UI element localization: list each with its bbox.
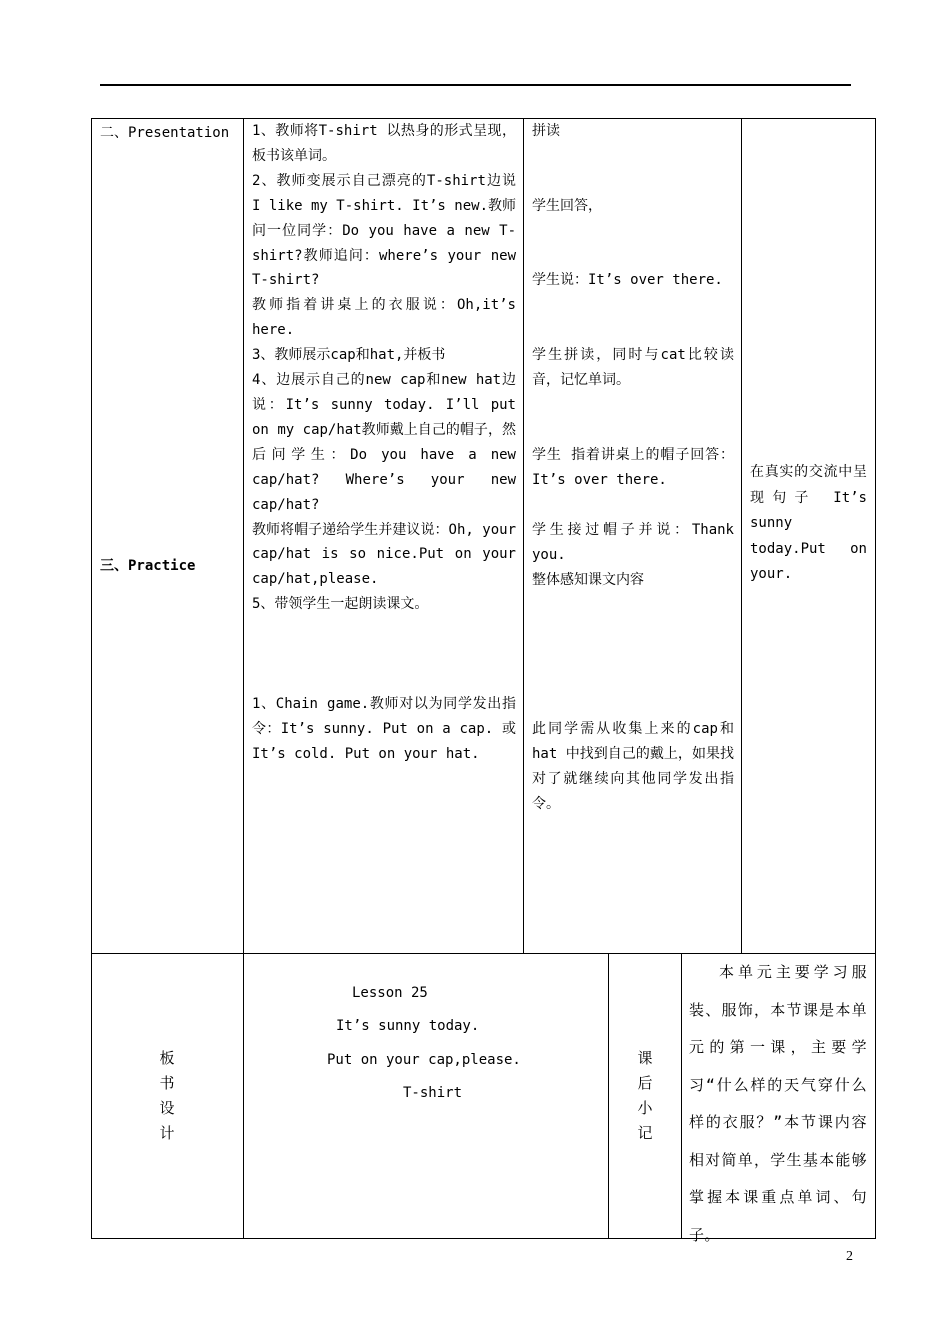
teacher-step-4: 4、边展示自己的new cap和new hat边说：It’s sunny today. I’ll put on my cap/hat教师戴上自己的帽子，然后问学生：Do you have a new cap/hat? Where’s your new cap/hat? — [252, 372, 516, 513]
reflection-label-char-1: 课 — [637, 1049, 653, 1067]
page-number: 2 — [846, 1249, 853, 1264]
reflection-label-char-3: 小 — [637, 1099, 653, 1117]
board-label-char-1: 板 — [159, 1049, 175, 1067]
board-line-2: It’s sunny today. — [336, 1018, 480, 1034]
teacher-step-2-note: 教师指着讲桌上的衣服说：Oh,it’s here. — [252, 297, 516, 339]
student-point: 学生 指着讲桌上的帽子回答：It’s over there. — [532, 447, 734, 488]
table-border-right — [875, 118, 876, 1239]
student-take: 学生接过帽子并说：Thank you. — [532, 522, 734, 563]
reflection-label-char-2: 后 — [637, 1074, 653, 1092]
board-label-char-2: 书 — [159, 1074, 175, 1092]
teacher-step-1: 1、教师将T-shirt 以热身的形式呈现，板书该单词。 — [252, 123, 516, 164]
design-intent: 在真实的交流中呈现句子 It’s sunny today.Put on your. — [750, 464, 867, 582]
board-design-label — [157, 1046, 177, 1146]
student-compare: 学生拼读，同时与cat比较读音，记忆单词。 — [532, 347, 734, 388]
presentation-label: 二、Presentation — [100, 125, 230, 141]
teacher-practice-step: 1、Chain game.教师对以为同学发出指令：It’s sunny. Put on a cap. 或 It’s cold. Put on your hat. — [252, 696, 516, 762]
board-line-3: Put on your cap,please. — [327, 1052, 521, 1068]
board-line-1: Lesson 25 — [352, 985, 428, 1001]
col-divider-1 — [243, 118, 244, 1239]
teacher-step-3: 3、教师展示cap和hat,并板书 — [252, 347, 446, 364]
col-divider-5 — [681, 953, 682, 1239]
reflection-label-char-4: 记 — [637, 1124, 653, 1142]
table-border-left — [91, 118, 92, 1239]
student-practice: 此同学需从收集上来的cap和hat 中找到自己的戴上，如果找对了就继续向其他同学发出指令。 — [532, 721, 734, 812]
reflection-label — [635, 1046, 655, 1146]
col-divider-3 — [741, 118, 742, 953]
teacher-step-4-note: 教师将帽子递给学生并建议说：Oh, your cap/hat is so nice.Put on your cap/hat,please. — [252, 521, 516, 588]
teacher-presentation-steps — [252, 119, 516, 617]
board-line-4: T-shirt — [403, 1085, 463, 1101]
lesson-plan-table — [91, 118, 876, 1244]
student-perceive: 整体感知课文内容 — [532, 572, 644, 588]
board-label-char-4: 计 — [159, 1124, 175, 1142]
header-rule — [100, 84, 851, 86]
practice-label: 三、Practice — [100, 558, 196, 574]
col-divider-2 — [523, 118, 524, 953]
student-says: 学生说：It’s over there. — [532, 272, 723, 288]
col-divider-4 — [608, 953, 609, 1239]
teacher-step-5: 5、带领学生一起朗读课文。 — [252, 596, 429, 613]
board-label-char-3: 设 — [159, 1099, 175, 1117]
student-answer: 学生回答， — [532, 198, 602, 214]
student-spell: 拼读 — [532, 123, 560, 139]
teacher-step-2: 2、教师变展示自己漂亮的T-shirt边说 I like my T-shirt. It’s new.教师问一位同学：Do you have a new T- shirt?教师追问：where’s your new T-shirt? — [252, 172, 517, 289]
reflection-text: 本单元主要学习服装、服饰，本节课是本单元的第一课，主要学习“什么样的天气穿什么样的衣服？”本节课内容相对简单，学生基本能够掌握本课重点单词、句子。 — [689, 963, 867, 1244]
